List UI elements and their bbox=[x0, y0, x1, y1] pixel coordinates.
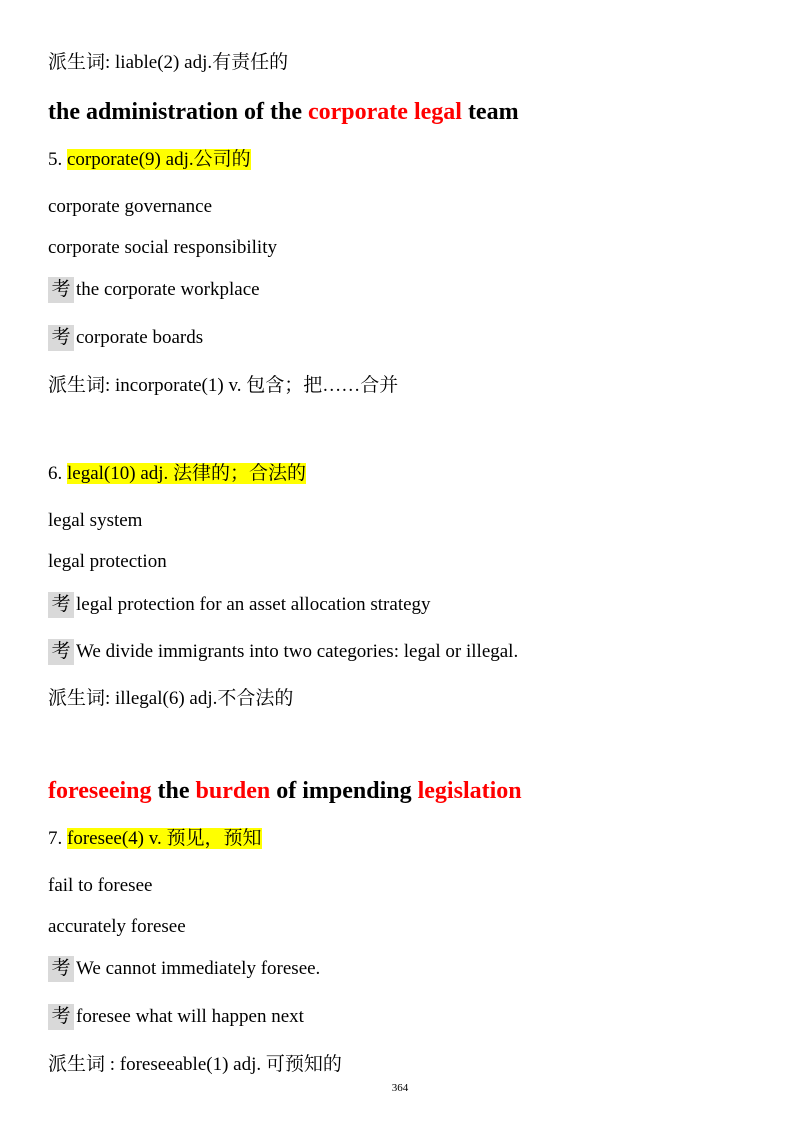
heading-keyword: corporate legal bbox=[308, 99, 462, 125]
entry-number: 5. bbox=[48, 149, 67, 170]
example-text: We divide immigrants into two categories: legal or illegal. bbox=[76, 641, 519, 662]
exam-example bbox=[48, 956, 320, 982]
derivative-line-incorporate: 派生词: incorporate(1) v. 包含；把……合并 bbox=[48, 375, 399, 396]
example-phrase: corporate social responsibility bbox=[48, 237, 277, 258]
phrase-heading-corporate-legal bbox=[48, 96, 519, 128]
exam-label: 考 bbox=[48, 325, 74, 351]
example-phrase: legal protection bbox=[48, 551, 167, 572]
example-text: We cannot immediately foresee. bbox=[76, 958, 321, 979]
example-phrase: legal system bbox=[48, 510, 143, 531]
entry-headword: legal(10) adj. 法律的；合法的 bbox=[67, 463, 307, 484]
exam-label: 考 bbox=[48, 1004, 74, 1030]
example-phrase: accurately foresee bbox=[48, 916, 186, 937]
exam-label: 考 bbox=[48, 639, 74, 665]
page-number: 364 bbox=[391, 1082, 409, 1094]
exam-example bbox=[48, 277, 260, 303]
heading-keyword: foreseeing bbox=[48, 778, 152, 804]
example-text: foresee what will happen next bbox=[76, 1006, 304, 1027]
example-text: the corporate workplace bbox=[76, 279, 260, 300]
entry-headword: foresee(4) v. 预见，预知 bbox=[67, 828, 262, 849]
derivative-line-liable: 派生词: liable(2) adj.有责任的 bbox=[48, 52, 289, 73]
exam-label: 考 bbox=[48, 956, 74, 982]
example-phrase: corporate governance bbox=[48, 196, 213, 217]
derivative-line-illegal: 派生词: illegal(6) adj.不合法的 bbox=[48, 688, 294, 709]
entry-headword: corporate(9) adj.公司的 bbox=[67, 149, 251, 170]
example-phrase: fail to foresee bbox=[48, 875, 153, 896]
heading-text: the bbox=[151, 778, 196, 804]
entry-number: 7. bbox=[48, 828, 67, 849]
heading-text: of impending bbox=[270, 778, 418, 804]
exam-label: 考 bbox=[48, 592, 74, 618]
heading-keyword: burden bbox=[195, 778, 271, 804]
example-text: corporate boards bbox=[76, 327, 204, 348]
heading-text: the administration of the bbox=[48, 99, 308, 125]
exam-example bbox=[48, 1004, 304, 1030]
example-text: legal protection for an asset allocation strategy bbox=[76, 594, 431, 615]
entry-number: 6. bbox=[48, 463, 67, 484]
exam-example bbox=[48, 325, 203, 351]
vocab-entry-foresee bbox=[48, 826, 262, 852]
exam-example bbox=[48, 639, 518, 665]
derivative-line-foreseeable: 派生词 : foreseeable(1) adj. 可预知的 bbox=[48, 1054, 342, 1075]
heading-text: team bbox=[461, 99, 519, 125]
exam-example bbox=[48, 592, 431, 618]
exam-label: 考 bbox=[48, 277, 74, 303]
vocab-entry-corporate bbox=[48, 147, 251, 173]
vocab-entry-legal bbox=[48, 461, 306, 487]
heading-keyword: legislation bbox=[417, 778, 522, 804]
phrase-heading-foreseeing bbox=[48, 775, 522, 807]
